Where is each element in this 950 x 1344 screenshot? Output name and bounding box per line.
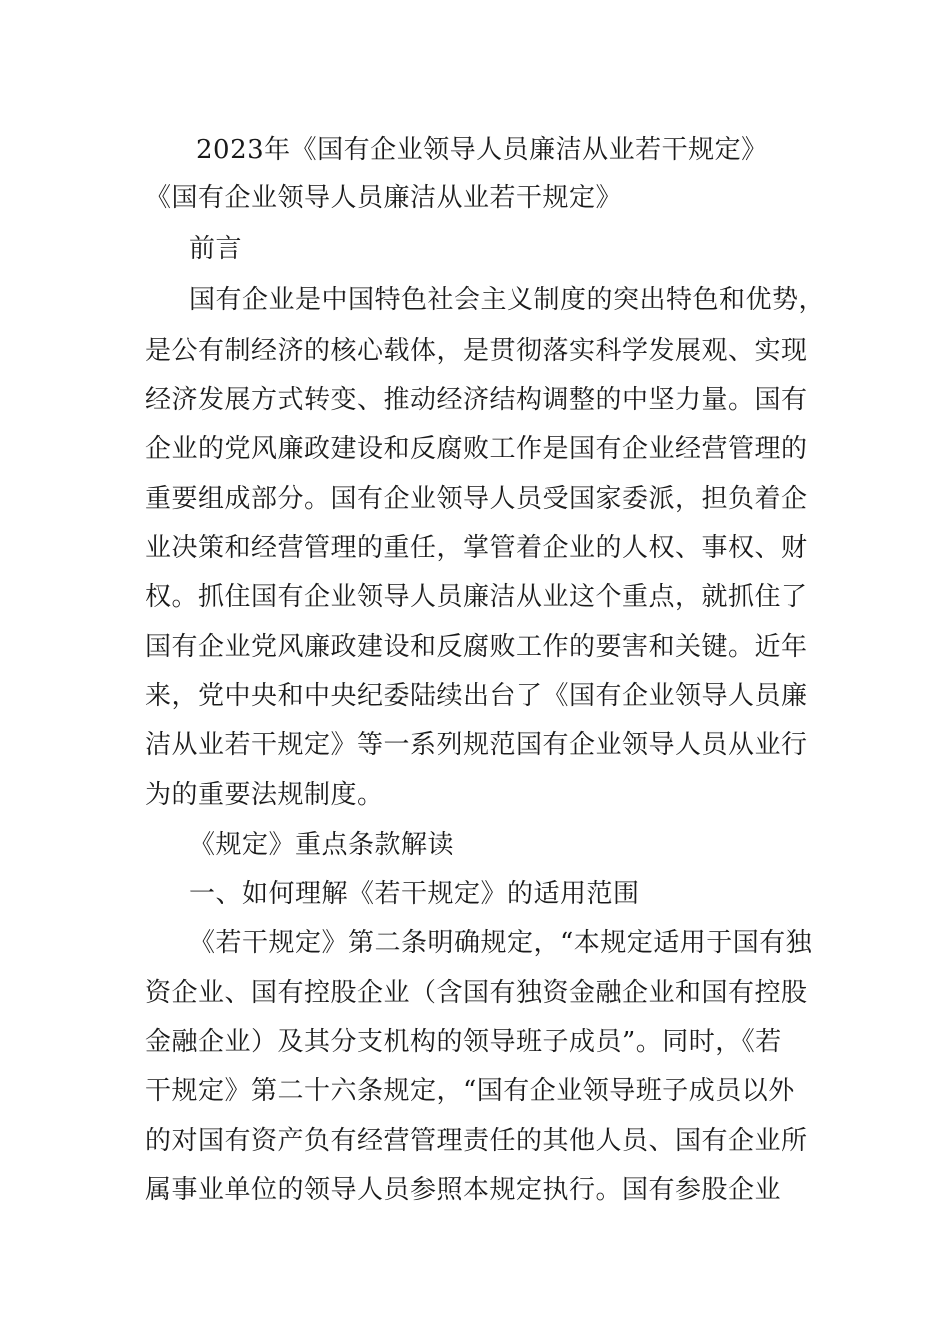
preface-heading: 前言 xyxy=(189,234,243,264)
paragraph-line: 国有企业党风廉政建设和反腐败工作的要害和关键。近年 xyxy=(145,632,808,662)
paragraph-line: 经济发展方式转变、推动经济结构调整的中坚力量。国有 xyxy=(145,385,808,415)
paragraph-line: 金融企业）及其分支机构的领导班子成员”。同时，《若 xyxy=(145,1027,782,1057)
paragraph-line: 权。抓住国有企业领导人员廉洁从业这个重点，就抓住了 xyxy=(145,582,808,612)
paragraph-line: 是公有制经济的核心载体，是贯彻落实科学发展观、实现 xyxy=(145,336,808,366)
paragraph-line: 为的重要法规制度。 xyxy=(145,780,384,810)
paragraph-line: 企业的党风廉政建设和反腐败工作是国有企业经营管理的 xyxy=(145,434,808,464)
paragraph-line: 的对国有资产负有经营管理责任的其他人员、国有企业所 xyxy=(145,1126,808,1156)
paragraph-line: 属事业单位的领导人员参照本规定执行。国有参股企业 xyxy=(145,1175,782,1205)
document-subtitle: 《国有企业领导人员廉洁从业若干规定》 xyxy=(145,183,623,213)
paragraph-line: 重要组成部分。国有企业领导人员受国家委派，担负着企 xyxy=(145,484,808,514)
point-one-heading: 一、如何理解《若干规定》的适用范围 xyxy=(189,879,640,909)
paragraph-line: 资企业、国有控股企业（含国有独资金融企业和国有控股 xyxy=(145,978,808,1008)
paragraph-line: 业决策和经营管理的重任，掌管着企业的人权、事权、财 xyxy=(145,533,808,563)
paragraph-line: 干规定》第二十六条规定，“国有企业领导班子成员以外 xyxy=(145,1076,795,1106)
paragraph-line: 来，党中央和中央纪委陆续出台了《国有企业领导人员廉 xyxy=(145,681,808,711)
document-title: 2023年《国有企业领导人员廉洁从业若干规定》 xyxy=(196,135,768,165)
section-heading: 《规定》重点条款解读 xyxy=(189,830,455,860)
paragraph-line: 国有企业是中国特色社会主义制度的突出特色和优势， xyxy=(189,285,826,315)
paragraph-line: 洁从业若干规定》等一系列规范国有企业领导人员从业行 xyxy=(145,730,808,760)
paragraph-line: 《若干规定》第二条明确规定，“本规定适用于国有独 xyxy=(189,928,813,958)
